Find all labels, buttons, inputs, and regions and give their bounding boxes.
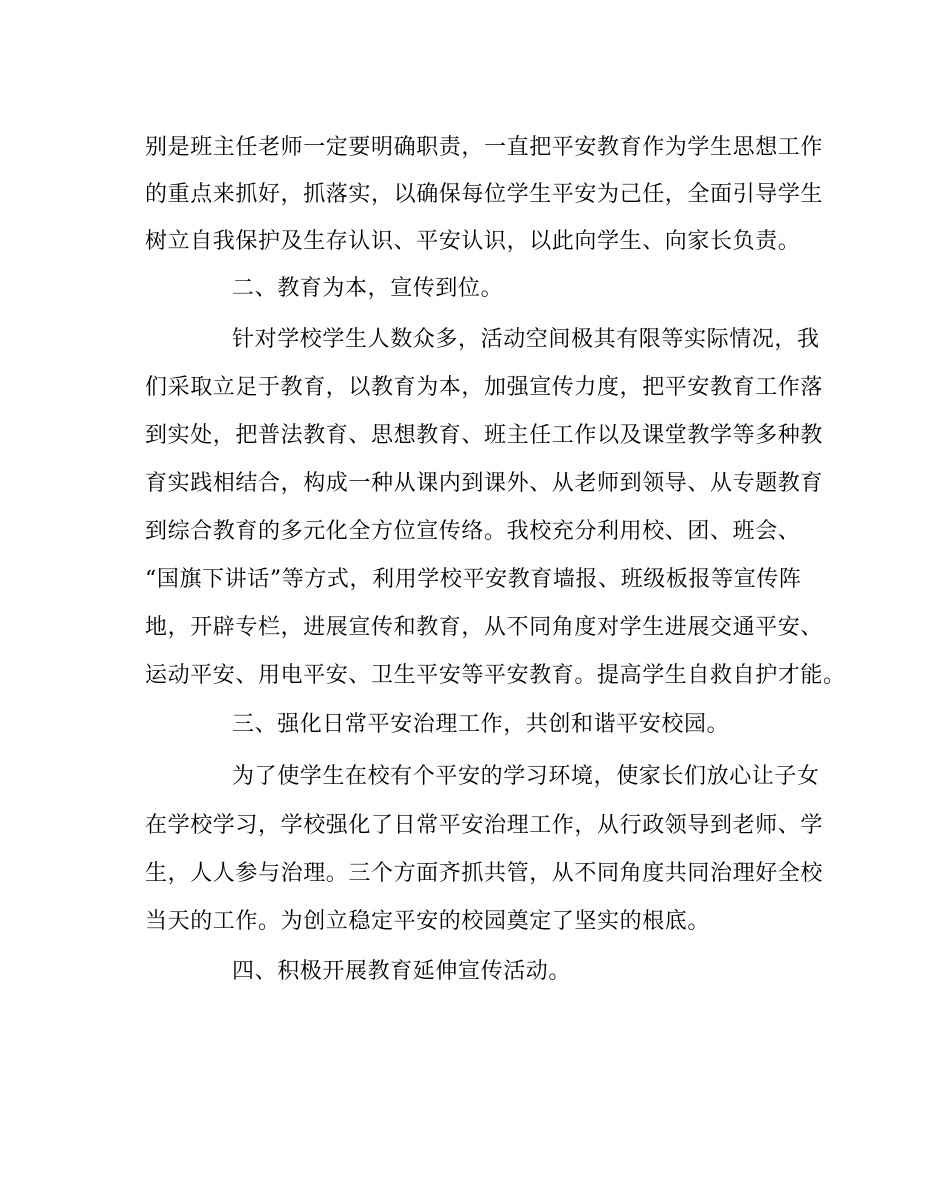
text-line: 们采取立足于教育，以教育为本，加强宣传力度，把平安教育工作落	[145, 375, 824, 400]
text-line: 在学校学习，学校强化了日常平安治理工作，从行政领导到老师、学	[145, 813, 824, 838]
text-line: 别是班主任老师一定要明确职责，一直把平安教育作为学生思想工作	[145, 135, 824, 160]
text-line: 当天的工作。为创立稳定平安的校园奠定了坚实的根底。	[145, 909, 711, 934]
text-line: 针对学校学生人数众多，活动空间极其有限等实际情况，我	[232, 327, 820, 352]
text-line: 育实践相结合，构成一种从课内到课外、从老师到领导、从专题教育	[145, 471, 824, 496]
section-heading-4: 四、积极开展教育延伸宣传活动。	[232, 959, 572, 984]
text-line: 树立自我保护及生存认识、平安认识，以此向学生、向家长负责。	[145, 229, 801, 254]
text-line: 为了使学生在校有个平安的学习环境，使家长们放心让子女	[232, 764, 820, 789]
text-line: 到实处，把普法教育、思想教育、班主任工作以及课堂教学等多种教	[145, 423, 824, 448]
text-line: 生，人人参与治理。三个方面齐抓共管，从不同角度共同治理好全校	[145, 861, 824, 886]
section-heading-2: 二、教育为本，宣传到位。	[232, 276, 504, 301]
text-line: “国旗下讲话”等方式，利用学校平安教育墙报、班级板报等宣传阵	[145, 567, 802, 592]
text-line: 运动平安、用电平安、卫生平安等平安教育。提高学生自救自护才能。	[145, 663, 846, 688]
text-line: 的重点来抓好，抓落实，以确保每位学生平安为己任，全面引导学生	[145, 182, 824, 207]
text-line: 到综合教育的多元化全方位宣传络。我校充分利用校、团、班会、	[145, 519, 801, 544]
section-heading-3: 三、强化日常平安治理工作，共创和谐平安校园。	[232, 712, 730, 737]
text-line: 地，开辟专栏，进展宣传和教育，从不同角度对学生进展交通平安、	[145, 615, 824, 640]
